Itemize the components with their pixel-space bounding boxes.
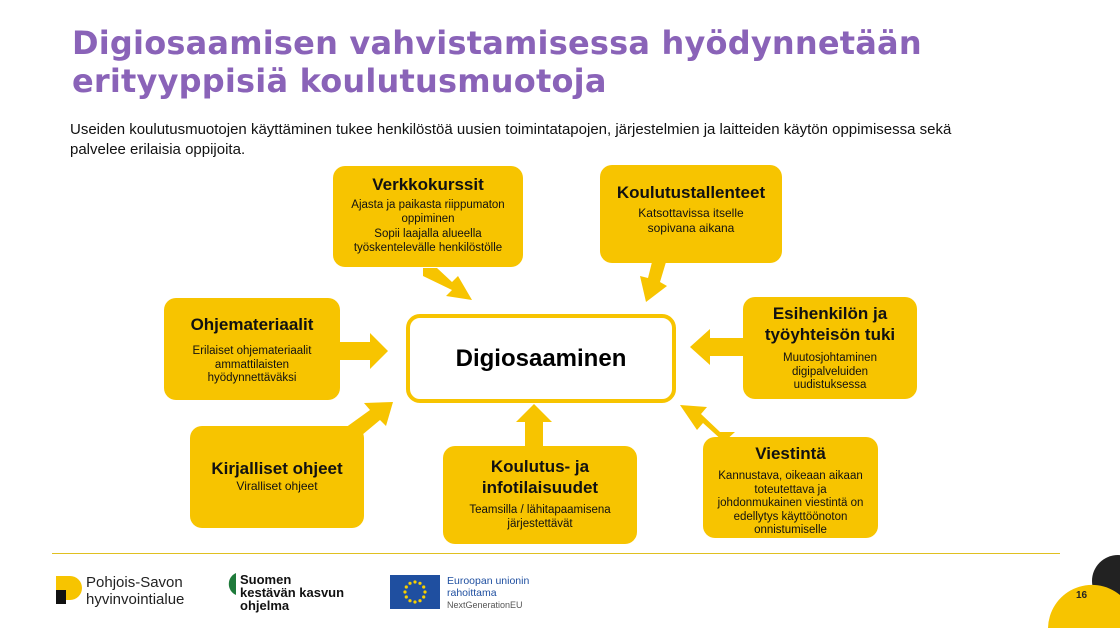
eu-line-1: Euroopan unionin: [447, 575, 530, 587]
verkkokurssit-desc-1: Ajasta ja paikasta riippumaton oppiminen: [351, 199, 505, 225]
arrow-esihenkilo: [690, 329, 743, 365]
kirjalliset-head: Kirjalliset ohjeet: [211, 459, 343, 478]
footer-divider: [52, 553, 1060, 554]
koulutustallenteet-desc: Katsottavissa itselle sopivana aikana: [638, 206, 744, 235]
verkkokurssit-head: Verkkokurssit: [372, 175, 484, 194]
koulutus-head: Koulutus- ja infotilaisuudet: [481, 457, 599, 497]
pohjois-savo-logo-icon: [52, 574, 82, 606]
arrow-koulutustallenteet: [640, 262, 667, 302]
eu-funding-text: [447, 575, 529, 611]
skk-line-1: Suomen: [240, 572, 292, 587]
arrow-verkkokurssit: [423, 268, 472, 300]
slide-subtitle: Useiden koulutusmuotojen käyttäminen tukee henkilöstöä uusien toimintatapojen, järjestelmien ja laitteiden käytön oppimisessa sekä palvelee erilaisia oppijoita.: [70, 121, 952, 158]
skk-line-2: kestävän kasvun: [240, 585, 345, 600]
arrow-koulutus: [516, 404, 552, 447]
verkkokurssit-desc-2: Sopii laajalla alueella työskentelevälle henkilöstölle: [353, 228, 503, 254]
kirjalliset-desc: Viralliset ohjeet: [236, 479, 318, 493]
viestinta-head: Viestintä: [755, 444, 826, 463]
kestava-kasvu-logo-icon: [218, 572, 238, 596]
box-koulutus: [443, 446, 637, 544]
arrow-ohjemateriaalit: [340, 333, 388, 369]
box-esihenkilo: [743, 297, 917, 399]
eu-line-2: rahoittama: [447, 587, 497, 599]
koulutus-desc: Teamsilla / lähitapaamisena järjestettävät: [469, 504, 611, 530]
pohjois-savo-logo-text: [86, 574, 184, 608]
psh-line-1: Pohjois-Savon: [86, 574, 183, 591]
title-line-2: erityyppisiä koulutusmuotoja: [72, 62, 607, 100]
box-kirjalliset: [190, 426, 364, 528]
ohjemateriaalit-head: Ohjemateriaalit: [190, 315, 314, 334]
box-viestinta: [703, 437, 878, 538]
title-line-1: Digiosaamisen vahvistamisessa hyödynnetään: [72, 24, 922, 62]
viestinta-desc: Kannustava, oikeaan aikaan toteutettava ja johdonmukainen viestintä on edellytys käyttöönoton onnistumiselle: [717, 470, 864, 536]
center-node: Digiosaaminen: [406, 314, 676, 403]
kestava-kasvu-logo-text: [240, 573, 344, 612]
psh-line-2: hyvinvointialue: [86, 591, 185, 608]
eu-line-3: NextGenerationEU: [447, 600, 523, 610]
box-ohjemateriaalit: [164, 298, 340, 400]
esihenkilo-head: Esihenkilön ja työyhteisön tuki: [764, 304, 896, 344]
esihenkilo-desc: Muutosjohtaminen digipalveluiden uudistuksessa: [783, 352, 877, 391]
ohjemateriaalit-desc: Erilaiset ohjemateriaalit ammattilaisten hyödynnettäväksi: [192, 345, 312, 384]
box-koulutustallenteet: [600, 165, 782, 263]
koulutustallenteet-head: Koulutustallenteet: [616, 183, 766, 202]
skk-line-3: ohjelma: [240, 598, 290, 613]
page-number: 16: [1076, 590, 1088, 601]
eu-flag-icon: [390, 575, 440, 609]
box-verkkokurssit: [333, 166, 523, 267]
